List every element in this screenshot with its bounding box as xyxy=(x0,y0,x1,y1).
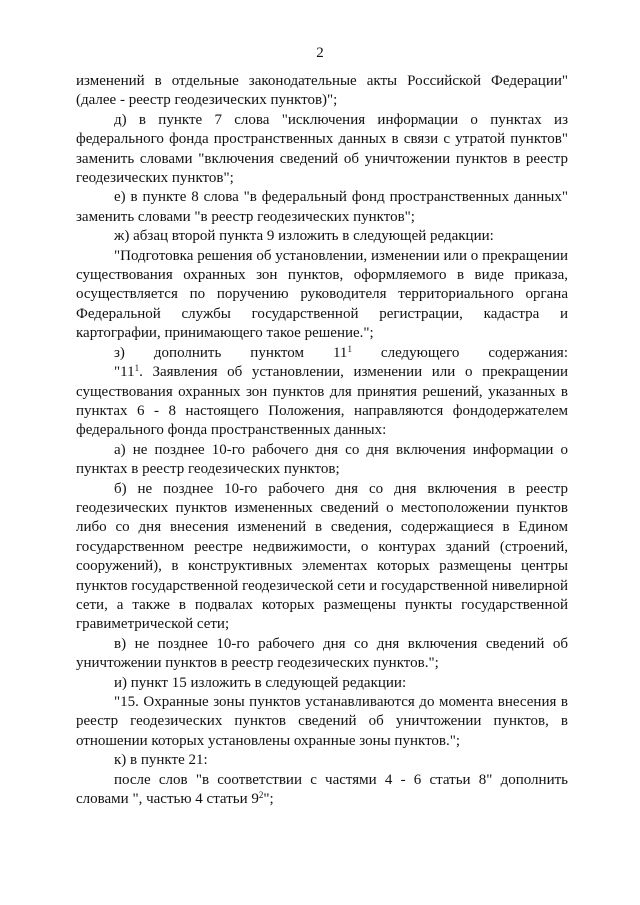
item-z-superscript: 1 xyxy=(347,343,352,354)
page-number: 2 xyxy=(316,45,324,61)
point-11-1-text-after: . Заявления об установлении, изменении или о прекращении существования охранных зон пунктов для принятия решений, указанных в пунктах 6 - 8 настоящего Положения, направляются фондодержателем федерального фонда пространственных данных: xyxy=(76,364,568,439)
after-words-superscript: 2 xyxy=(258,790,264,801)
after-words-text-after: "; xyxy=(263,791,274,808)
paragraph-quote-point-9: "Подготовка решения об установлении, изменении или о прекращении существования охранных зон пунктов, оформляемого в виде приказа, осуществляется по поручению руководителя территориального органа Федеральной службы государственной регистрации, кадастра и картографии, принимающего такое решение."; xyxy=(76,247,568,342)
paragraph-item-z xyxy=(76,344,568,363)
paragraph-subitem-a: а) не позднее 10-го рабочего дня со дня включения информации о пунктах в реестр геодезических пунктов; xyxy=(76,441,568,478)
point-11-1-text-before: "11 xyxy=(114,364,135,381)
point-11-1-superscript: 1 xyxy=(134,363,140,374)
paragraph-item-k: к) в пункте 21: xyxy=(114,752,208,769)
paragraph-quote-point-15: "15. Охранные зоны пунктов устанавливаются до момента внесения в реестр геодезических пунктов сведений об уничтожении пунктов, в отношении которых установлены охранные зоны пунктов."; xyxy=(76,694,568,749)
document-body xyxy=(76,72,568,809)
paragraph-item-i: и) пункт 15 изложить в следующей редакции: xyxy=(114,674,407,691)
paragraph-subitem-v: в) не позднее 10-го рабочего дня со дня включения сведений об уничтожении пунктов в реестр геодезических пунктов."; xyxy=(76,635,568,672)
after-words-text-before: после слов "в соответствии с частями 4 - 6 статьи 8" дополнить словами ", частью 4 статьи 9 xyxy=(76,771,568,808)
paragraph-after-words xyxy=(76,771,568,810)
paragraph-item-e: е) в пункте 8 слова "в федеральный фонд пространственных данных" заменить словами "в реестр геодезических пунктов"; xyxy=(76,189,568,225)
paragraph-item-zh: ж) абзац второй пункта 9 изложить в следующей редакции: xyxy=(114,228,494,245)
paragraph-quote-point-11-1 xyxy=(76,363,568,441)
paragraph-subitem-b: б) не позднее 10-го рабочего дня со дня включения в реестр геодезических пунктов измененных сведений о местоположении пунктов либо со дня внесения изменений в сведения, содержащиеся в Едином государственном реестре недвижимости, о контурах зданий (строений, сооружений), в конструктивных элементах которых размещены центры пунктов государственной геодезической сети и государственной нивелирной сети, а также в подвалах которых размещены пункты государственной гравиметрической сети; xyxy=(76,480,568,633)
paragraph-item-d: д) в пункте 7 слова "исключения информации о пунктах из федерального фонда пространственных данных в связи с утратой пунктов" заменить словами "включения сведений об уничтожении пунктов в реестр геодезических пунктов"; xyxy=(76,111,568,187)
item-z-text-before: з) дополнить пунктом 11 xyxy=(114,344,348,361)
item-z-text-after: следующего содержания: xyxy=(351,344,568,361)
paragraph-continuation: изменений в отдельные законодательные акты Российской Федерации" (далее - реестр геодезических пунктов)"; xyxy=(76,73,568,109)
